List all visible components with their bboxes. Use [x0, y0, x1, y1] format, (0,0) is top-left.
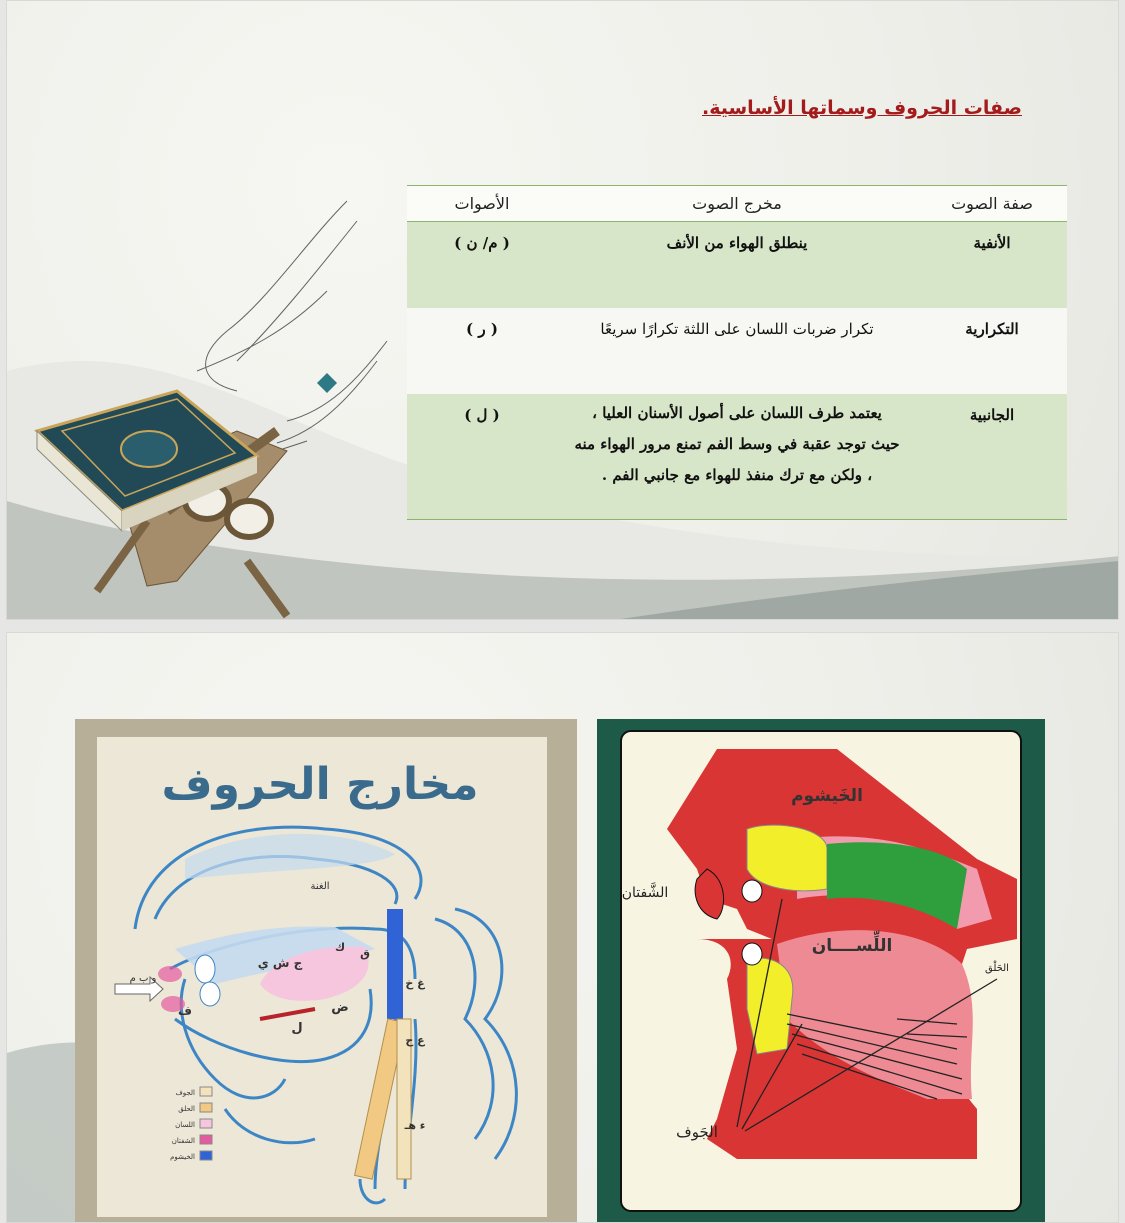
- quran-stand-illustration: [27, 181, 407, 620]
- place-line: يعتمد طرف اللسان على أصول الأسنان العليا ،: [592, 403, 882, 422]
- upper-tooth: [195, 955, 215, 983]
- legend-swatch: [200, 1135, 212, 1144]
- sounds-cell: ( ل ): [407, 394, 557, 520]
- legend-label: الشفتان: [171, 1137, 195, 1145]
- vocal-tract-diagram: [597, 719, 1045, 1223]
- table-row: [407, 308, 1067, 394]
- nasal-tract-bar: [387, 909, 403, 1019]
- label-lips: الشَّفتان: [621, 885, 669, 901]
- legend-label: الجوف: [175, 1089, 195, 1097]
- place-line: حيث توجد عقبة في وسط الفم تمنع مرور الهواء منه: [574, 434, 900, 453]
- label-jsy: ج ش ي: [257, 956, 303, 970]
- table-row: [407, 222, 1067, 308]
- legend-swatch: [200, 1087, 212, 1096]
- label-dad: ض: [331, 1000, 349, 1015]
- calligraphy-swirl: [197, 201, 387, 466]
- legend-label: الحلق: [178, 1105, 195, 1113]
- column-header-feature: صفة الصوت: [917, 186, 1067, 222]
- slide-2: [6, 632, 1119, 1223]
- label-tongue: اللِّســــان: [811, 936, 893, 956]
- label-lam: ل: [291, 1021, 303, 1036]
- slide-1: [6, 0, 1119, 620]
- label-hamza-ha: ء هـ: [404, 1119, 426, 1132]
- page-title: صفات الحروف وسماتها الأساسية.: [702, 97, 1022, 119]
- place-line: ، ولكن مع ترك منفذ للهواء مع جانبي الفم .: [601, 465, 873, 484]
- label-f: ف: [178, 1004, 192, 1018]
- label-throat: الحَلْق: [985, 963, 1009, 974]
- column-header-sounds: الأصوات: [407, 186, 557, 222]
- features-table: [407, 185, 1067, 520]
- column-header-place: مخرج الصوت: [557, 186, 917, 222]
- legend-swatch: [200, 1119, 212, 1128]
- upper-incisor: [742, 880, 762, 902]
- place-cell: تكرار ضربات اللسان على اللثة تكرارًا سريعًا: [557, 308, 917, 394]
- label-ghunna: الغنة: [310, 881, 330, 892]
- label-k: ك: [334, 941, 346, 954]
- label-ayn-ha: ع ح: [405, 1034, 425, 1047]
- legend-swatch: [200, 1103, 212, 1112]
- upper-yellow: [747, 825, 827, 891]
- legend-label: الخيشوم: [170, 1153, 195, 1161]
- label-gh-kh: غ خ: [405, 977, 425, 990]
- feature-cell: التكرارية: [917, 308, 1067, 394]
- label-nose: الخَيشوم: [791, 786, 863, 806]
- legend-swatch: [200, 1151, 212, 1160]
- chart-title: مخارج الحروف: [161, 759, 479, 810]
- place-cell: [557, 394, 917, 520]
- articulation-points-chart: [75, 719, 577, 1223]
- diamond-ornament: [317, 373, 337, 393]
- feature-cell: الأنفية: [917, 222, 1067, 308]
- upper-lip: [158, 966, 182, 982]
- feature-cell: الجانبية: [917, 394, 1067, 520]
- lower-tooth: [200, 982, 220, 1006]
- legend-label: اللسان: [175, 1121, 195, 1129]
- table-header-row: [407, 186, 1067, 222]
- label-q: ق: [360, 947, 370, 960]
- table-row: [407, 394, 1067, 520]
- sounds-cell: ( م/ ن ): [407, 222, 557, 308]
- sounds-cell: ( ر ): [407, 308, 557, 394]
- place-cell: ينطلق الهواء من الأنف: [557, 222, 917, 308]
- lower-incisor: [742, 943, 762, 965]
- label-cavity: الجَوف: [676, 1123, 718, 1141]
- label-wbm: و ب م: [129, 973, 157, 984]
